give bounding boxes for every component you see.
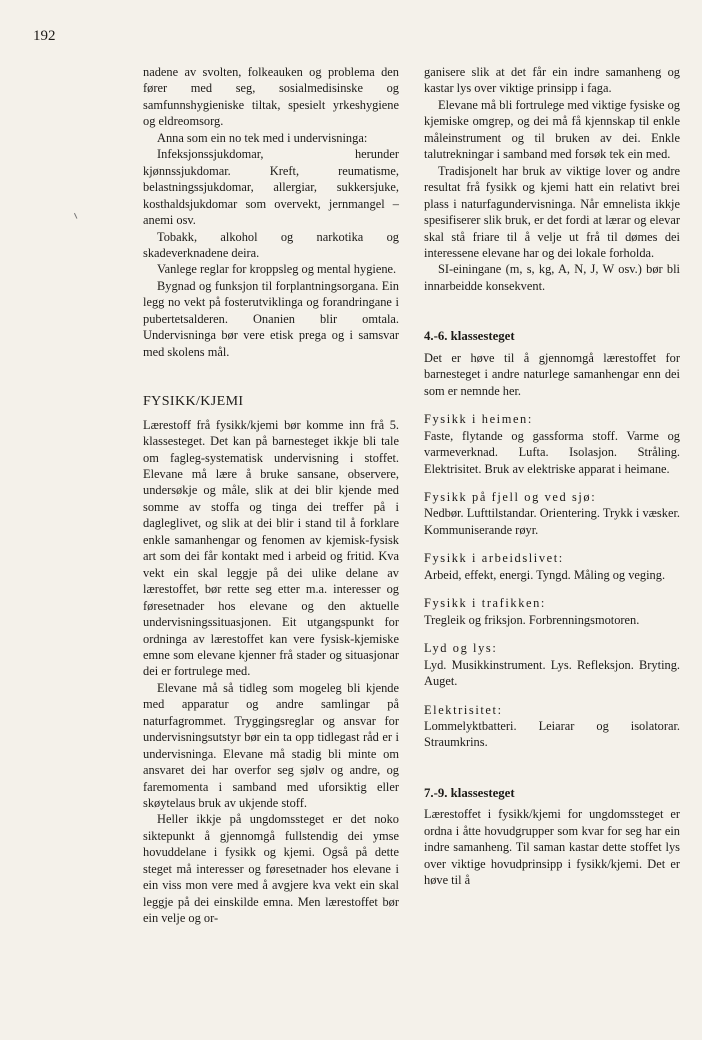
paragraph: Elevane må så tidleg som mogeleg bli kjende med apparatur og andre samlingar på naturfagrommet. Tryggingsreglar og ansvar for undervisningsutstyr bør ein ta opp tidlegast råd er i undervisninga. Elevane må stadig bli minte om ansvaret dei har overfor seg sjølv og andre, og faremomenta i samband med uforsiktig eller skøytelaus bruk av ukjende stoff.: [143, 680, 399, 811]
topic-text: Nedbør. Lufttilstandar. Orientering. Trykk i væsker. Kommuniserande røyr.: [424, 506, 680, 537]
right-column: [424, 64, 680, 889]
topic-text: Lyd. Musikkinstrument. Lys. Refleksjon. Bryting. Auget.: [424, 657, 680, 689]
paragraph: SI-einingane (m, s, kg, A, N, J, W osv.) bør bli innarbeidde konsekvent.: [424, 262, 680, 293]
left-column: [143, 64, 399, 927]
topic-title: Fysikk i arbeidslivet:: [424, 551, 564, 566]
paragraph: Tobakk, alkohol og narkotika og skadeverknadene deira.: [143, 229, 399, 260]
paragraph: ganisere slik at det får ein indre samanheng og kastar lys over viktige prinsipp i faga.: [424, 65, 680, 96]
topic-text: Lommelyktbatteri. Leiarar og isolatorar. Straumkrins.: [424, 718, 680, 750]
paragraph: nadene av svolten, folkeauken og problema den fører med seg, sosialmedisinske og samfunnshygieniske tiltak, spesielt yrkeshygiene og eldreomsorg.: [143, 65, 399, 129]
topic-title: Fysikk i trafikken:: [424, 596, 546, 611]
paragraph: Det er høve til å gjennomgå lærestoffet for barnesteget i andre naturlege samanhengar enn dei som er nemnde her.: [424, 350, 680, 398]
topic-text: Arbeid, effekt, energi. Tyngd. Måling og veging.: [424, 567, 666, 582]
paragraph: Lærestoffet i fysikk/kjemi for ungdomssteget er ordna i åtte hovudgrupper som kvar for seg har ein indre samanheng. Til saman kastar dette stoffet lys over viktige hovudprinsipp i fysikk/kjemi. Det er høve til å: [424, 807, 680, 888]
topic-title: Lyd og lys:: [424, 641, 498, 656]
topic-text: Tregleik og friksjon. Forbrenningsmotoren.: [424, 612, 640, 627]
paragraph: Lærestoff frå fysikk/kjemi bør komme inn frå 5. klassesteget. Det kan på barnesteget ikkje bli tale om fagleg-systematisk undervisning i stoffet. Elevane må lære å bruke sansane, observere, undersøkje og måle, slik at dei blir kjende med somme av stoffa og tinga dei treffer på i dagleglivet, og slik at dei blir i stand til å forklare enkle samanhengar og fenomen av kjemisk-fysisk art som dei får kontakt med i arbeid og fritid. Kva vekt ein skal leggje på dei ulike delane av lærestoffet, bør rette seg etter m.a. interesser og føresetnader hos elevane og den aktuelle undervisningssituasjonen. Eit utgangspunkt for ordninga av lærestoffet kan vere fysisk-kjemiske emne som elevane kjenner frå stader og situasjonar dei er fortrulege med.: [143, 417, 399, 679]
paragraph: Vanlege reglar for kroppsleg og mental hygiene.: [157, 262, 397, 277]
paragraph: Anna som ein no tek med i undervisninga:: [157, 130, 368, 145]
section-heading-fysikk-kjemi: FYSIKK/KJEMI: [143, 394, 244, 410]
topic-text: Faste, flytande og gassforma stoff. Varme og varmeverknad. Lufta. Isolasjon. Stråling. Elektrisitet. Bruk av elektriske apparat i heimane.: [424, 428, 680, 476]
paragraph: Infeksjonssjukdomar, herunder kjønnssjukdomar. Kreft, reumatisme, belastningssjukdomar, allergiar, sukkersjuke, kosthaldsjukdomar som overvekt, jernmangel – anemi osv.: [143, 147, 399, 228]
topic-title: Fysikk på fjell og ved sjø:: [424, 489, 597, 504]
paragraph: Elevane må bli fortrulege med viktige fysiske og kjemiske omgrep, og dei må få kjennskap til enkle måleinstrument og til bruken av dei. Enkle talutrekningar i samband med forsøk tek ein med.: [424, 97, 680, 162]
page-number: 192: [33, 28, 56, 44]
paragraph: Tradisjonelt har bruk av viktige lover og andre resultat frå fysikk og kjemi hatt ein relativt brei plass i naturfagundervisninga. Når emnelista ikkje spesifiserer slik bruk, er det fordi at lærar og elevar skal stå friare til å velje ut frå til dømes dei interessene elevane har og dei lokale forholda.: [424, 163, 680, 260]
topic-title: Fysikk i heimen:: [424, 412, 533, 427]
stray-pen-mark: [74, 211, 81, 219]
paragraph: Heller ikkje på ungdomssteget er det noko siktepunkt å gjennomgå fullstendig dei ymse hovuddelane i fysikk og kjemi. Også på dette steget må interesser og føresetnader hos elevane i ein viss mon vere med å avgjere kva vekt ein skal leggje på dei einskilde emna. Men lærestoffet bør ein velje og or-: [143, 812, 399, 926]
section-heading-7-9: 7.-9. klassesteget: [424, 785, 515, 800]
section-heading-4-6: 4.-6. klassesteget: [424, 329, 515, 344]
topic-title: Elektrisitet:: [424, 702, 503, 717]
paragraph: Bygnad og funksjon til forplantningsorgana. Ein legg no vekt på fosterutviklinga og forandringane i pubertetsalderen. Onanien blir omtala. Undervisninga bør vere etisk prega og i samsvar med skolens mål.: [143, 278, 399, 359]
